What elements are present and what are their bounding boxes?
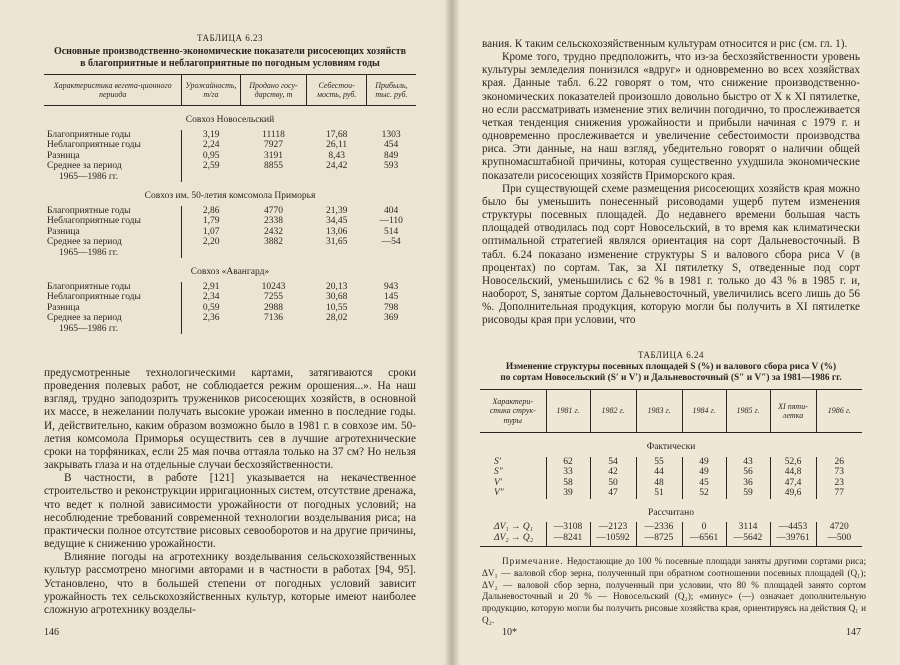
- table-cell: 49: [682, 467, 726, 478]
- table-cell: 2,20: [182, 237, 240, 258]
- table-cell: 943: [384, 281, 399, 292]
- table-cell: 4720: [816, 522, 862, 533]
- table-cell: 77: [816, 488, 862, 499]
- table-cell: 28,02: [325, 313, 348, 323]
- paragraph: предусмотренные технологическими картами, затягиваются сроки проведения полевых работ, не соблюдается режим орошения...». На наш взгляд, трудно заподозрить тружеников рисосеющих хозяйств, в основной их массе, в нежелании получать высокие урожаи именно в последние годы. И, действительно, каким образом возможно было в 1981 г. в совхозе им. 50-летия комсомола Приморья осуществить сев в лучшие агротехнические сроки на торфяниках, если 25 мая почва оттаяла только на 37 см? Но нельзя закрывать глаза и на отдельные случаи бесхозяйственности.: [44, 367, 416, 472]
- table-row: [44, 313, 416, 334]
- paragraph: В частности, в работе [121] указывается на некачественное строительство и реконструкции ирригационных систем, отсутствие дренажа, что ведет к полной зависимости урожайности от погодных условий; на несоблюдение требований современной технологии возделывания риса; на практически полное отсутствие рисовых севооборотов и на другие причины, ведущие к снижению урожайности.: [44, 472, 416, 551]
- table-row: [44, 292, 416, 303]
- table-cell: 33: [546, 467, 590, 478]
- row-label: [44, 313, 182, 334]
- table-cell: 369: [384, 313, 399, 323]
- table-row: [44, 130, 416, 141]
- table-cell: 3191: [263, 150, 283, 161]
- row-label: S″: [494, 467, 503, 477]
- table-cell: 8855: [263, 161, 283, 171]
- col-header-period: Характеристика вегета-ционного периода: [44, 75, 182, 106]
- col-header-1985: 1985 г.: [726, 390, 770, 433]
- row-label-line: Благоприятные годы: [47, 129, 131, 140]
- section-title: Совхоз Новосельский: [185, 115, 275, 125]
- paragraph: вания. К таким сельскохозяйственным культурам относится и рис (см. гл. 1).: [482, 38, 848, 50]
- signature-mark: 10*: [502, 627, 517, 638]
- row-label-line: Разница: [47, 226, 80, 237]
- col-header-structure: Характери-стика струк-туры: [480, 390, 546, 433]
- table-row: [44, 151, 416, 162]
- paragraph: Влияние погоды на агротехнику возделывания сельскохозяйственных культур рассмотрено многими авторами и в частности в работах [94, 95]. Установлено, что в большей степени от погодных условий зависит урожайность тех сельскохозяйственных культур, которые имеют наиболее сложную агротехнику возделы-: [44, 551, 416, 616]
- table-row: [480, 488, 862, 499]
- table-cell: 21,39: [325, 205, 348, 216]
- table-cell: 34,45: [325, 216, 348, 226]
- table-row: [480, 533, 862, 547]
- paragraph: При существующей схеме размещения рисосеющих хозяйств края можно было бы уменьшить понесенный рисоводами ущерб путем изменения структуры посевных площадей. До недавнего времени большая часть площадей отводилась под сорт Новосельский, в то время как климатически оптимальной стратегией являлся ориентация на сорт Дальневосточный. В табл. 6.24 показано изменение структуры S и валового сбора риса V (в процентах) по сортам. Так, за XI пятилетку S, отведенные под сорт Новосельский, уменьшились с 62 % в 1981 г. только до 43 % в 1985 г. и, наоборот, S, занятые сортом Дальневосточный, увеличились всего лишь до 56 %. Дополнительная продукция, которую могли бы получить в XI пятилетке рисоводы края при условии, что: [482, 182, 860, 327]
- table-row: [44, 206, 416, 217]
- row-label-line: Неблагоприятные годы: [47, 216, 141, 226]
- row-label: [44, 161, 182, 182]
- table-cell: 36: [726, 478, 770, 489]
- table-cell: —54: [381, 237, 401, 247]
- col-header-1984: 1984 г.: [682, 390, 726, 433]
- table-6-24: [480, 389, 862, 547]
- table-cell: 8,43: [328, 150, 345, 161]
- table-cell: —5642: [726, 533, 770, 547]
- table-row: [44, 282, 416, 293]
- row-label: [44, 227, 182, 238]
- table-6-24-title-line2: по сортам Новосельский (S′ и V′) и Дальневосточный (S″ и V″) за 1981—1986 гг.: [500, 373, 842, 384]
- table-row: [480, 467, 862, 478]
- row-label-line: Неблагоприятные годы: [47, 140, 141, 150]
- table-cell: 10243: [261, 281, 286, 292]
- row-label-line: Благоприятные годы: [47, 205, 131, 216]
- row-label: S′: [494, 456, 501, 467]
- table-cell: —39761: [770, 533, 816, 547]
- page-number-right: 147: [846, 627, 861, 638]
- table-cell: 50: [590, 478, 636, 489]
- table-cell: —10592: [590, 533, 636, 547]
- table-cell: 48: [636, 478, 682, 489]
- table-cell: 2432: [263, 226, 283, 237]
- row-label-line: Среднее за период: [47, 161, 122, 171]
- row-label: [44, 151, 182, 162]
- table-cell: 7136: [263, 313, 283, 323]
- row-label: [44, 292, 182, 303]
- table-cell: 10,55: [325, 302, 348, 313]
- table-row: [44, 140, 416, 151]
- table-cell: 26: [816, 457, 862, 468]
- table-cell: 2988: [263, 302, 283, 313]
- table-cell: 7927: [263, 140, 283, 150]
- right-body-text: [482, 38, 860, 327]
- table-cell: 2338: [263, 216, 283, 226]
- table-cell: 52: [682, 488, 726, 499]
- table-cell: 404: [384, 205, 399, 216]
- row-label-line: Неблагоприятные годы: [47, 292, 141, 302]
- table-cell: 2,24: [182, 140, 240, 151]
- table-cell: 145: [384, 292, 399, 302]
- table-cell: 44: [636, 467, 682, 478]
- table-cell: 24,42: [325, 161, 348, 171]
- table-cell: 11118: [262, 129, 285, 140]
- table-6-23: [44, 74, 416, 334]
- table-cell: —110: [379, 216, 403, 226]
- col-header-1982: 1982 г.: [590, 390, 636, 433]
- table-section-row: [480, 433, 862, 457]
- table-row: [44, 303, 416, 314]
- col-header-1983: 1983 г.: [636, 390, 682, 433]
- table-cell: 20,13: [325, 281, 348, 292]
- table-6-23-title-line1: Основные производственно-экономические показатели рисосеющих хозяйств: [53, 46, 407, 57]
- row-label-line: 1965—1986 гг.: [59, 247, 118, 258]
- table-cell: 44,8: [770, 467, 816, 478]
- row-label: [44, 282, 182, 293]
- table-cell: 0,95: [182, 151, 240, 162]
- row-label: ΔV₁ → Q₁: [494, 522, 534, 532]
- col-header-sold: Продано госу-дарству, т: [240, 75, 307, 106]
- row-label-line: Благоприятные годы: [47, 281, 131, 292]
- table-row: [44, 161, 416, 182]
- table-cell: 30,68: [325, 292, 348, 302]
- table-6-23-caption: ТАБЛИЦА 6.23: [196, 33, 264, 43]
- row-label-line: Среднее за период: [47, 237, 122, 247]
- table-cell: 1,07: [182, 227, 240, 238]
- table-6-24-title-line1: Изменение структуры посевных площадей S (%) и валового сбора риса V (%): [505, 362, 837, 372]
- row-label: [44, 206, 182, 217]
- table-cell: —500: [816, 533, 862, 547]
- table-cell: 17,68: [325, 129, 348, 140]
- table-cell: 23: [816, 478, 862, 489]
- table-6-24-caption: ТАБЛИЦА 6.24: [637, 350, 705, 360]
- table-cell: 49,6: [770, 488, 816, 499]
- left-body-text: [44, 367, 416, 617]
- table-cell: 54: [590, 457, 636, 468]
- page-number-left: 146: [44, 627, 59, 638]
- table-cell: 39: [546, 488, 590, 499]
- table-cell: 62: [546, 457, 590, 468]
- table-row: [480, 478, 862, 489]
- table-cell: 2,34: [182, 292, 240, 303]
- table-cell: —6561: [682, 533, 726, 547]
- table-cell: —4453: [770, 522, 816, 533]
- row-label-line: Разница: [47, 150, 80, 161]
- note-text: Недостающие до 100 % посевные площади заняты другими сортами риса; ΔV₁ — валовой сбор зерна, полученный при обратном соотношении посевных площадей (Q₁); ΔV₂ — валовой сбор зерна, полученный при условии, что 80 % площадей занято сортом Дальневосточный и 20 % — Новосельский (Q₂); «минус» (—) означает дополнительную продукцию, которую могли бы получить рисовые хозяйства края, ориентируясь на действия Q₁ и Q₂.: [482, 556, 866, 625]
- col-header-cost: Себестои-мость, руб.: [307, 75, 366, 106]
- table-cell: 454: [384, 140, 399, 150]
- table-6-24-title: [474, 362, 868, 385]
- table-cell: —8725: [636, 533, 682, 547]
- table-section-row: [44, 106, 416, 130]
- table-cell: 2,36: [182, 313, 240, 334]
- table-cell: 4770: [263, 205, 283, 216]
- row-label: [44, 216, 182, 227]
- table-6-24-header-row: [480, 390, 862, 433]
- row-label: V′: [494, 477, 502, 488]
- row-label-line: 1965—1986 гг.: [59, 323, 118, 334]
- table-cell: 2,91: [182, 282, 240, 293]
- row-label: [44, 140, 182, 151]
- table-cell: —2336: [636, 522, 682, 533]
- paragraph: Кроме того, трудно предположить, что из-за бесхозяйственности уровень культуры земледелия понизился «вдруг» и одновременно во всех хозяйствах края. Данные табл. 6.22 говорят о том, что снижение производственно-экономических показателей произошло довольно быстро от Х к XI пятилетке, но если рассматривать изменение этих величин погодично, то прослеживается четкая тенденция снижения урожайности и прибыли начиная с 1979 г. и одновременно прослеживается и увеличение себестоимости производства риса. Эти данные, на наш взгляд, убедительно говорят о наличии общей крупномасштабной причины, которая существенно ухудшила экономические показатели рисосеющих хозяйств Приморского края.: [482, 51, 860, 182]
- table-cell: 849: [384, 150, 399, 161]
- section-title: Совхоз «Авангард»: [190, 267, 270, 277]
- table-row: [480, 522, 862, 533]
- col-header-1981: 1981 г.: [546, 390, 590, 433]
- table-cell: 3882: [263, 237, 283, 247]
- table-cell: 43: [726, 457, 770, 468]
- table-cell: 42: [590, 467, 636, 478]
- table-row: [44, 237, 416, 258]
- table-cell: 31,65: [325, 237, 348, 247]
- row-label-line: 1965—1986 гг.: [59, 171, 118, 182]
- table-cell: 514: [384, 226, 399, 237]
- table-6-24-note: [482, 556, 866, 627]
- table-cell: —8241: [546, 533, 590, 547]
- table-cell: 51: [636, 488, 682, 499]
- table-cell: 1303: [381, 129, 401, 140]
- section-title: Совхоз им. 50-летия комсомола Приморья: [144, 191, 316, 201]
- table-cell: 3114: [726, 522, 770, 533]
- table-cell: 2,59: [182, 161, 240, 182]
- table-cell: 3,19: [182, 130, 240, 141]
- table-cell: 73: [816, 467, 862, 478]
- row-label-line: Среднее за период: [47, 313, 122, 323]
- table-row: [44, 216, 416, 227]
- table-cell: 26,11: [326, 140, 348, 150]
- table-cell: 59: [726, 488, 770, 499]
- section-title: Рассчитано: [648, 507, 694, 518]
- row-label: [44, 130, 182, 141]
- table-6-23-header-row: [44, 75, 416, 106]
- table-6-23-title: [44, 46, 416, 70]
- row-label: [44, 237, 182, 258]
- table-cell: —3108: [546, 522, 590, 533]
- note-label: Примечание.: [502, 556, 564, 566]
- table-cell: 0,59: [182, 303, 240, 314]
- table-cell: 47,4: [770, 478, 816, 489]
- row-label: ΔV₂ → Q₂: [480, 533, 546, 547]
- table-cell: 47: [590, 488, 636, 499]
- row-label-line: Разница: [47, 302, 80, 313]
- table-cell: 798: [384, 302, 399, 313]
- table-6-23-title-line2: в благоприятные и неблагоприятные по погодным условиям годы: [80, 58, 380, 69]
- table-cell: 55: [636, 457, 682, 468]
- table-cell: 45: [682, 478, 726, 489]
- col-header-five-year: XI пяти-летка: [770, 390, 816, 433]
- table-cell: 1,79: [182, 216, 240, 227]
- table-section-row: [44, 258, 416, 282]
- table-row: [44, 227, 416, 238]
- table-cell: 49: [682, 457, 726, 468]
- table-section-row: [480, 499, 862, 523]
- section-title: Фактически: [646, 442, 696, 452]
- table-cell: —2123: [590, 522, 636, 533]
- table-cell: 52,6: [770, 457, 816, 468]
- col-header-profit: Прибыль, тыс. руб.: [366, 75, 416, 106]
- col-header-yield: Урожайность, т/га: [182, 75, 240, 106]
- table-cell: 56: [726, 467, 770, 478]
- row-label: [44, 303, 182, 314]
- table-cell: 593: [384, 161, 399, 171]
- table-row: [480, 457, 862, 468]
- table-cell: 58: [546, 478, 590, 489]
- row-label: V″: [494, 488, 504, 498]
- right-page: [452, 0, 900, 665]
- book-gutter: [444, 0, 460, 665]
- table-cell: 7255: [263, 292, 283, 302]
- table-cell: 0: [682, 522, 726, 533]
- col-header-1986: 1986 г.: [816, 390, 862, 433]
- table-cell: 2,86: [182, 206, 240, 217]
- table-section-row: [44, 182, 416, 206]
- table-cell: 13,06: [325, 226, 348, 237]
